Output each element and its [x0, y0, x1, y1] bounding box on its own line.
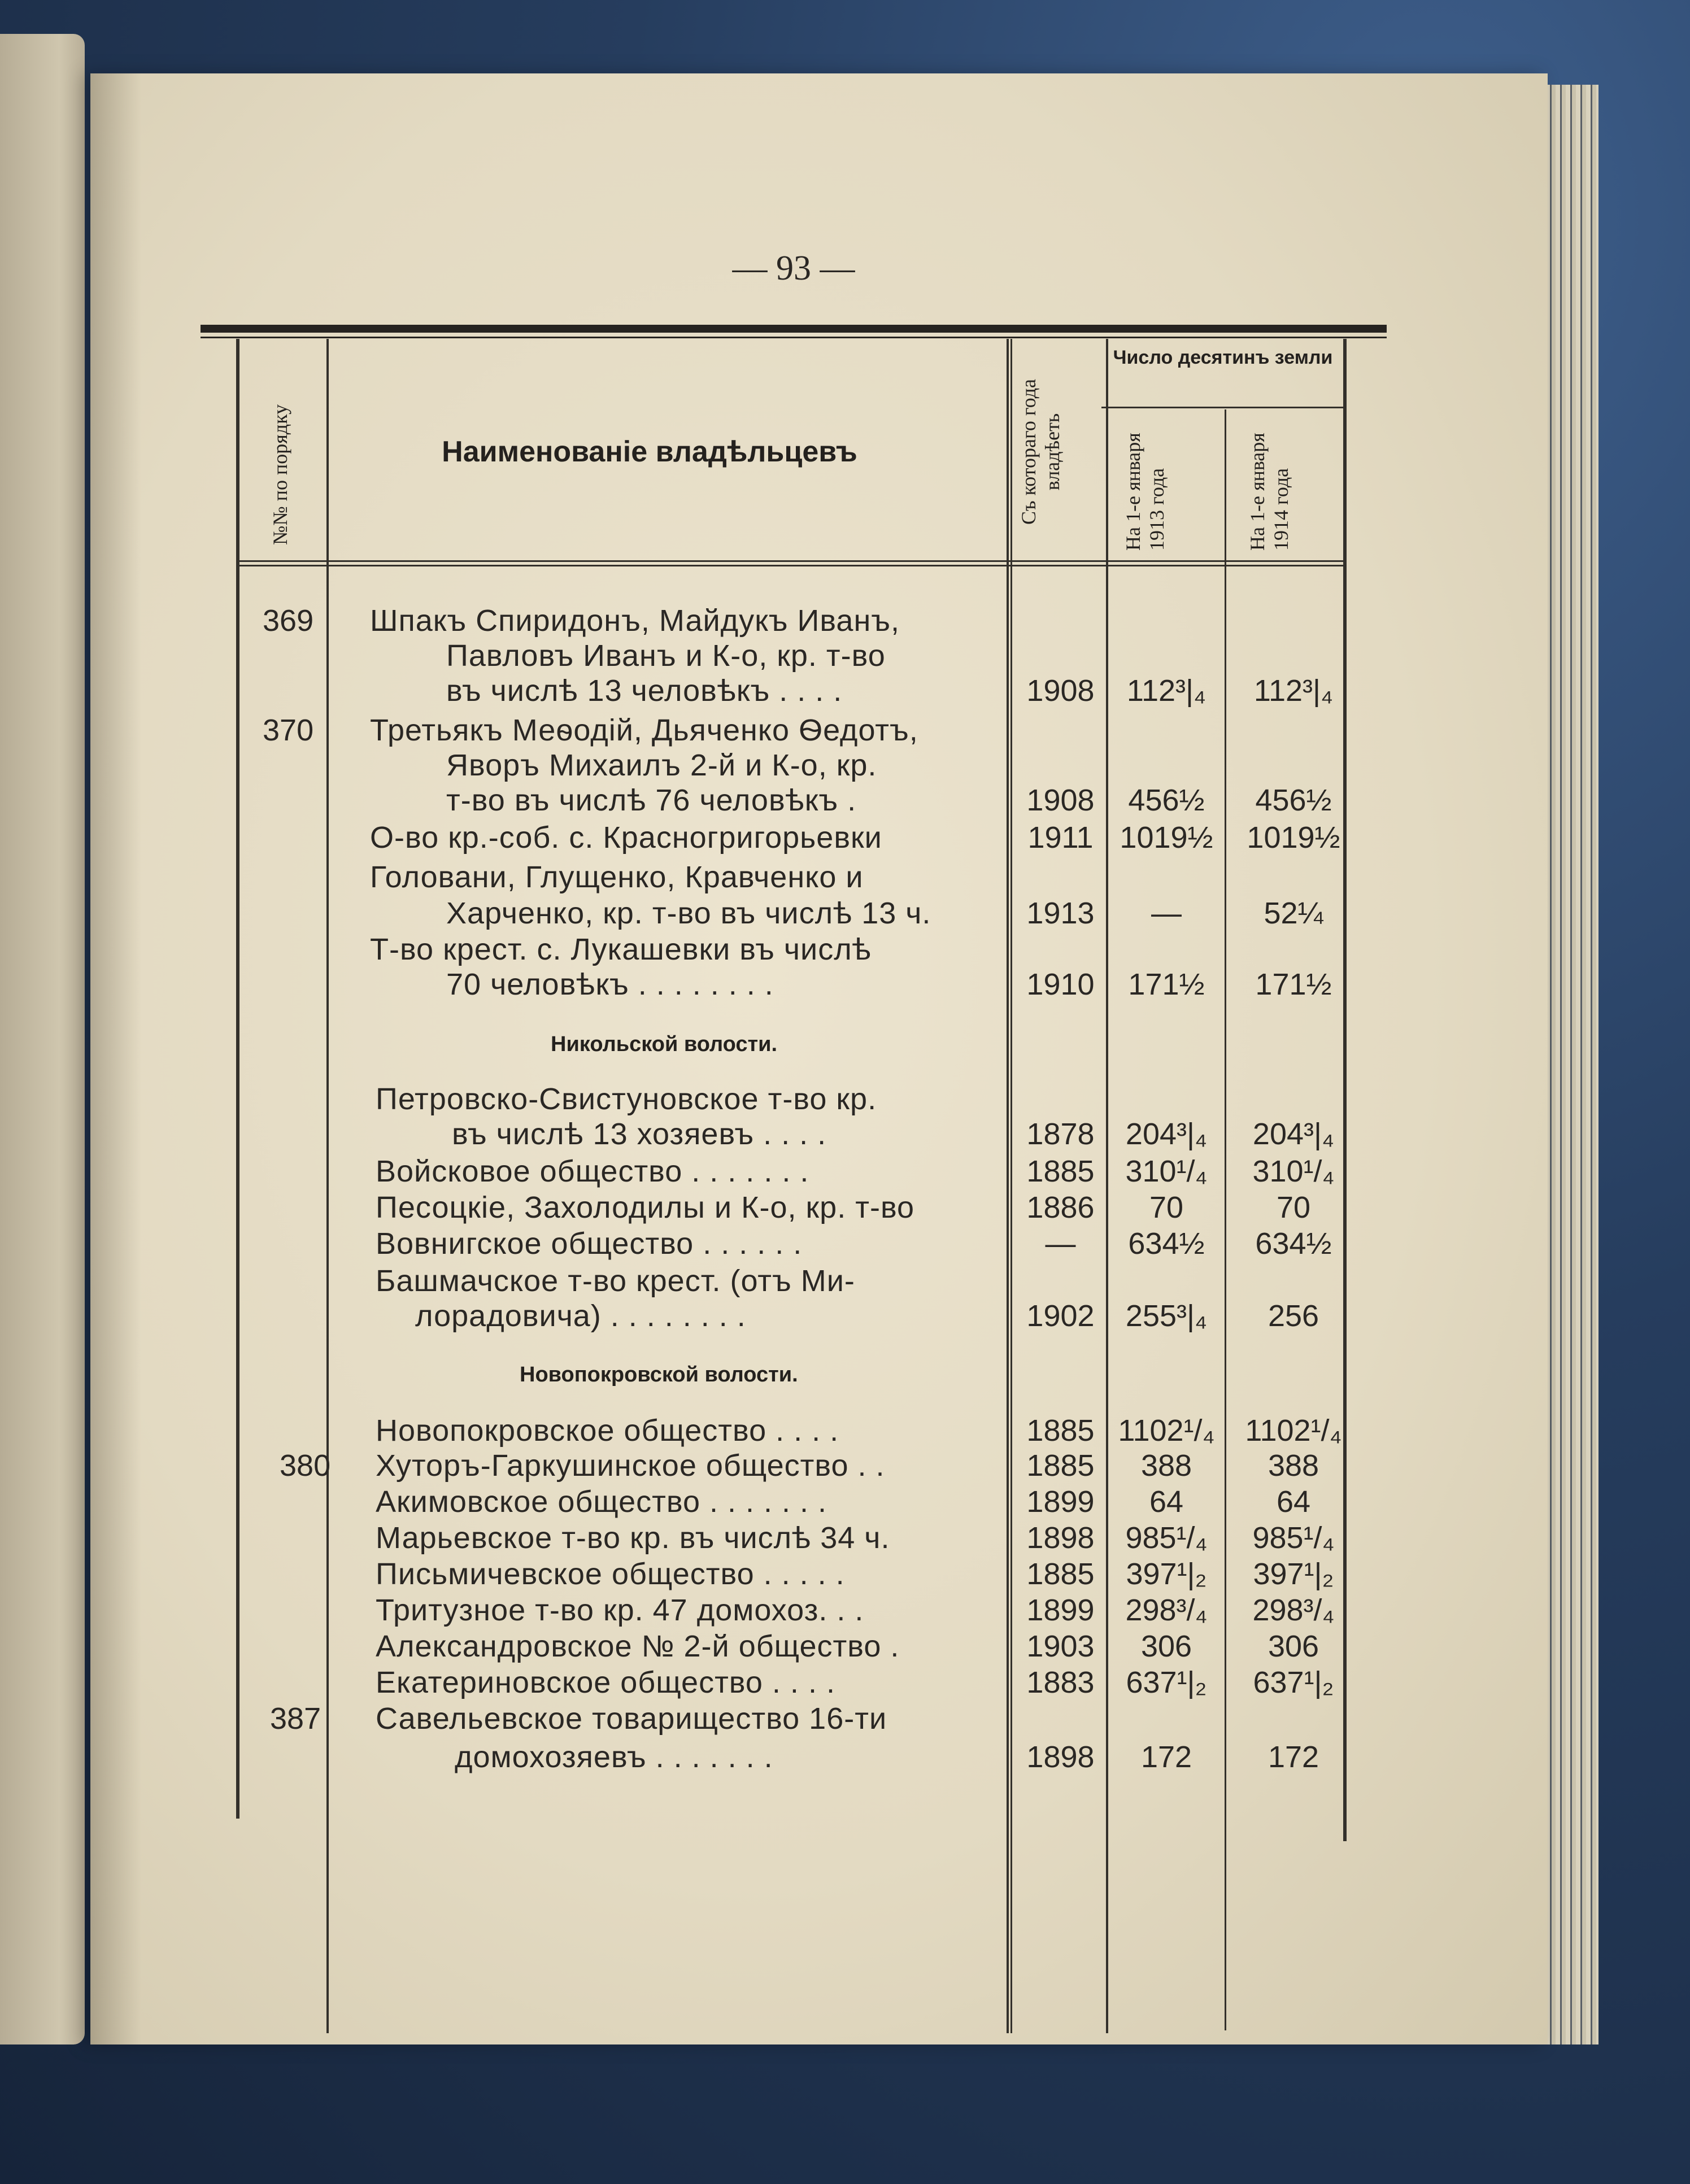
section-heading: Новопокровской волости.: [520, 1363, 798, 1387]
since-year: 1883: [1026, 1666, 1095, 1699]
owner-line: О-во кр.-соб. с. Красногригорьевки: [370, 821, 882, 855]
row-number: 369: [263, 604, 314, 638]
desyatin-1914: 64: [1276, 1485, 1311, 1519]
owner-line: Павловъ Иванъ и К-о, кр. т-во: [446, 639, 886, 673]
page-gutter-shadow: [90, 73, 141, 2044]
header-col-since: Съ котораго года владѣеть: [1017, 378, 1064, 525]
left-page-edge: [0, 34, 85, 2044]
owner-line: Головани, Глущенко, Кравченко и: [370, 860, 864, 894]
owner-line: домохозяевъ . . . . . . .: [455, 1740, 773, 1774]
header-col-no: №№ по порядку: [269, 404, 291, 545]
desyatin-1913: 306: [1140, 1629, 1192, 1663]
header-col-1914: На 1-е января 1914 года: [1246, 433, 1292, 551]
since-year: 1911: [1027, 821, 1094, 855]
desyatin-1913: 112³|₄: [1126, 674, 1206, 708]
desyatin-1914: 298³/₄: [1252, 1593, 1335, 1627]
row-number: 387: [270, 1702, 321, 1736]
owner-line: Вовнигское общество . . . . . .: [376, 1227, 803, 1261]
desyatin-1913: 64: [1149, 1485, 1184, 1519]
owner-line: Петровско-Свистуновское т-во кр.: [376, 1082, 877, 1116]
desyatin-1914: 985¹/₄: [1252, 1521, 1335, 1555]
col-divider-no: [326, 339, 329, 2033]
desyatin-1914: 306: [1268, 1629, 1319, 1663]
header-col-1913: На 1-е января 1913 года: [1122, 433, 1168, 551]
desyatin-1913: 388: [1140, 1449, 1192, 1483]
desyatin-1913: 1102¹/₄: [1118, 1414, 1215, 1448]
col-divider-name-2: [1010, 339, 1012, 2033]
since-year: 1902: [1026, 1299, 1095, 1333]
owner-line: Александровское № 2-й общество .: [376, 1629, 900, 1663]
since-year: 1903: [1026, 1629, 1095, 1663]
header-col-name: Наименованіе владѣльцевъ: [442, 435, 857, 468]
desyatin-1913: 456½: [1128, 783, 1205, 817]
desyatin-1914: 388: [1268, 1449, 1319, 1483]
desyatin-1913: 310¹/₄: [1125, 1154, 1208, 1188]
section-heading: Никольской волости.: [551, 1032, 778, 1056]
page-number: — 93 —: [732, 249, 855, 287]
owner-line: Савельевское товарищество 16-ти: [376, 1702, 887, 1736]
owner-line: Шпакъ Спиридонъ, Майдукъ Иванъ,: [370, 604, 900, 638]
owner-line: Третьякъ Меѳодій, Дьяченко Ѳедотъ,: [370, 713, 918, 747]
desyatin-1914: 112³|₄: [1253, 674, 1334, 708]
since-year: 1885: [1026, 1449, 1095, 1483]
desyatin-1914: 172: [1268, 1740, 1319, 1774]
owner-line: въ числѣ 13 человѣкъ . . . .: [446, 674, 843, 708]
since-year: 1885: [1026, 1414, 1095, 1448]
desyatin-1914: 456½: [1255, 783, 1332, 817]
desyatin-1913: 397¹|₂: [1126, 1557, 1207, 1591]
desyatin-1913: 255³|₄: [1125, 1299, 1208, 1333]
desyatin-1913: 172: [1140, 1740, 1192, 1774]
since-year: —: [1045, 1227, 1076, 1261]
owner-line: Новопокровское общество . . . .: [376, 1414, 839, 1448]
table-top-rule-thin: [201, 337, 1387, 338]
desyatin-1914: 1102¹/₄: [1245, 1414, 1342, 1448]
desyatin-1914: 70: [1276, 1191, 1311, 1224]
table-left-border: [236, 339, 239, 1819]
owner-line: Харченко, кр. т-во въ числѣ 13 ч.: [446, 896, 931, 930]
owner-line: Тритузное т-во кр. 47 домохоз. . .: [376, 1593, 864, 1627]
desyatin-1913: 1019½: [1120, 821, 1213, 855]
owner-line: Т-во крест. с. Лукашевки въ числѣ: [370, 932, 872, 966]
desyatin-1914: 204³|₄: [1252, 1117, 1335, 1151]
desyatin-1914: 256: [1268, 1299, 1319, 1333]
desyatin-1914: 634½: [1255, 1227, 1332, 1261]
owner-line: 70 человѣкъ . . . . . . . .: [446, 967, 774, 1001]
desyatin-1913: 634½: [1128, 1227, 1205, 1261]
desyatin-1913: 70: [1149, 1191, 1184, 1224]
since-year: 1878: [1026, 1117, 1095, 1151]
desyatin-1913: —: [1151, 896, 1182, 930]
owner-line: Песоцкіе, Захолодилы и К-о, кр. т-во: [376, 1191, 915, 1224]
owner-line: Екатериновское общество . . . .: [376, 1666, 835, 1699]
header-group-desyatin: Число десятинъ земли: [1113, 347, 1333, 368]
owner-line: т-во въ числѣ 76 человѣкъ .: [446, 783, 857, 817]
owner-line: Письмичевское общество . . . . .: [376, 1557, 845, 1591]
since-year: 1910: [1026, 967, 1095, 1001]
row-number: 380: [280, 1449, 331, 1483]
owner-line: Акимовское общество . . . . . . .: [376, 1485, 827, 1519]
owner-line: Башмачское т-во крест. (отъ Ми-: [376, 1264, 855, 1298]
row-number: 370: [263, 713, 314, 747]
owner-line: Яворъ Михаилъ 2-й и К-о, кр.: [446, 748, 877, 782]
desyatin-1914: 310¹/₄: [1252, 1154, 1335, 1188]
since-year: 1899: [1026, 1593, 1095, 1627]
since-year: 1885: [1026, 1557, 1095, 1591]
group-header-rule: [1101, 407, 1344, 408]
since-year: 1913: [1026, 896, 1095, 930]
since-year: 1886: [1026, 1191, 1095, 1224]
desyatin-1914: 637¹|₂: [1253, 1666, 1334, 1699]
desyatin-1913: 171½: [1128, 967, 1205, 1001]
since-year: 1885: [1026, 1154, 1095, 1188]
since-year: 1899: [1026, 1485, 1095, 1519]
table-top-rule: [201, 325, 1387, 333]
desyatin-1914: 1019½: [1247, 821, 1340, 855]
header-bottom-rule-2: [237, 565, 1344, 566]
owner-line: Марьевское т-во кр. въ числѣ 34 ч.: [376, 1521, 890, 1555]
desyatin-1914: 52¼: [1264, 896, 1323, 930]
header-bottom-rule: [237, 560, 1344, 562]
owner-line: Хуторъ-Гаркушинское общество . .: [376, 1449, 885, 1483]
owner-line: лорадовича) . . . . . . . .: [415, 1299, 746, 1333]
desyatin-1914: 397¹|₂: [1253, 1557, 1334, 1591]
since-year: 1898: [1026, 1740, 1095, 1774]
desyatin-1913: 985¹/₄: [1125, 1521, 1208, 1555]
since-year: 1908: [1026, 783, 1095, 817]
desyatin-1913: 204³|₄: [1125, 1117, 1208, 1151]
col-divider-name: [1007, 339, 1009, 2033]
desyatin-1914: 171½: [1255, 967, 1332, 1001]
desyatin-1913: 298³/₄: [1125, 1593, 1208, 1627]
owner-line: въ числѣ 13 хозяевъ . . . .: [452, 1117, 827, 1151]
owner-line: Войсковое общество . . . . . . .: [376, 1154, 809, 1188]
since-year: 1898: [1026, 1521, 1095, 1555]
desyatin-1913: 637¹|₂: [1126, 1666, 1207, 1699]
since-year: 1908: [1026, 674, 1095, 708]
col-divider-1913: [1225, 409, 1226, 2030]
